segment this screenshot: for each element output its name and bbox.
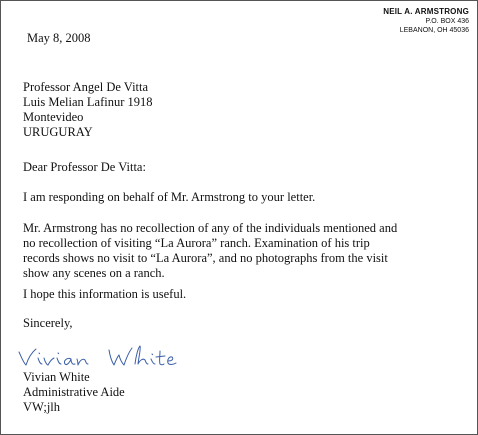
salutation: Dear Professor De Vitta: [23,160,146,174]
paragraph-2-line: Mr. Armstrong has no recollection of any of the individuals mentioned and [23,221,398,235]
paragraph-2-line: records shows no visit to “La Aurora”, and no photographs from the visit [23,251,388,265]
recipient-city: Montevideo [23,110,84,124]
handwritten-signature [11,338,201,372]
closing: Sincerely, [23,316,73,330]
recipient-address [23,80,153,140]
letter-date: May 8, 2008 [27,31,91,45]
paragraph-1: I am responding on behalf of Mr. Armstrong to your letter. [23,190,316,204]
paragraph-2-line: show any scenes on a ranch. [23,266,165,280]
letterhead-po-box: P.O. BOX 436 [425,18,469,25]
paragraph-2 [23,221,469,281]
recipient-name: Professor Angel De Vitta [23,80,149,94]
letterhead [383,7,469,35]
signer-title: Administrative Aide [23,385,125,399]
signature-block [23,370,125,415]
recipient-street: Luis Melian Lafinur 1918 [23,95,153,109]
recipient-country: URUGURAY [23,125,93,139]
paragraph-3: I hope this information is useful. [23,287,187,301]
letterhead-city: LEBANON, OH 45036 [399,27,469,34]
letterhead-name: NEIL A. ARMSTRONG [383,7,469,16]
reference-initials: VW;jlh [23,400,61,414]
signer-name: Vivian White [23,370,90,384]
paragraph-2-line: no recollection of visiting “La Aurora” ranch. Examination of his trip [23,236,370,250]
